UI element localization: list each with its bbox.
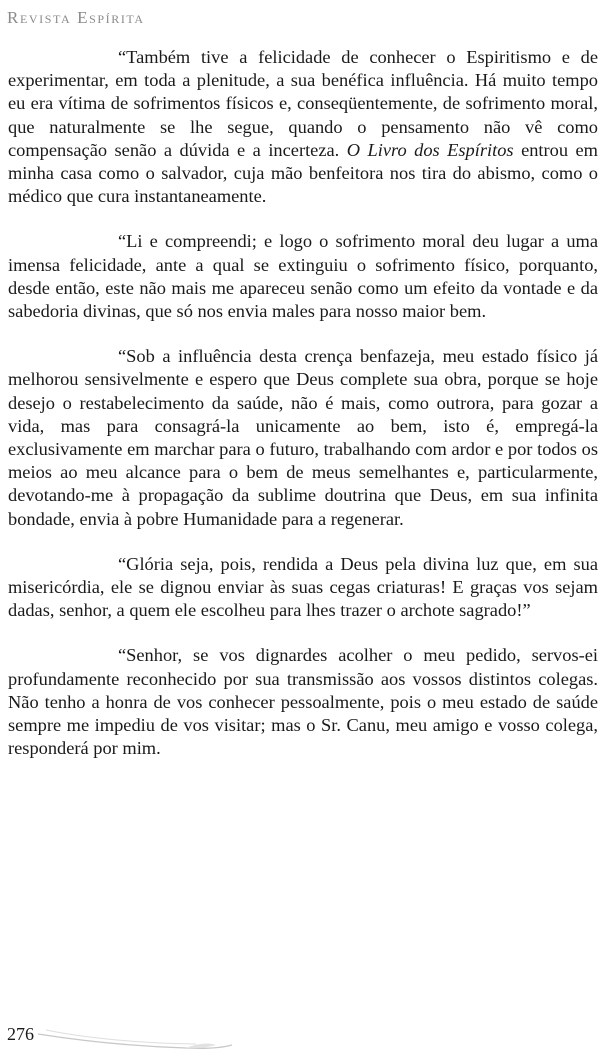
running-header: Revista Espírita [7, 8, 145, 27]
paragraph-5: “Senhor, se vos dignardes acolher o meu pedido, servos-ei profundamente reconhecido por sua transmissão aos vossos distintos colegas. Não tenho a honra de vos conhecer pessoalmente, pois o meu estado de saúde sempre me impediu de vos visitar; mas o Sr. Canu, meu amigo e vosso colega, responderá por mim. [8, 645, 598, 759]
paragraph-1-after: entrou em minha casa como o salvador, cuja mão benfeitora nos tira do abismo, como o médico que cura instantaneamente. [8, 139, 598, 207]
book-title: O Livro dos Espíritos [346, 139, 514, 160]
paragraph-2: “Li e compreendi; e logo o sofrimento moral deu lugar a uma imensa felicidade, ante a qual se extinguiu o sofrimento físico, porquanto, desde então, este não mais me apareceu senão como um efeito da vontade e da sabedoria divinas, que só nos envia males para nosso maior bem. [8, 231, 598, 322]
paragraph-4: “Glória seja, pois, rendida a Deus pela divina luz que, em sua misericórdia, ele se dignou enviar às suas cegas criaturas! E graças vos sejam dadas, senhor, a quem ele escolheu para lhes trazer o archote sagrado!” [8, 553, 598, 621]
page-number: 276 [7, 1024, 34, 1044]
paragraph-3: “Sob a influência desta crença benfazeja, meu estado físico já melhorou sensivelmente e espero que Deus complete sua obra, porque se hoje desejo o restabelecimento da saúde, não é mais, como outrora, para gozar a vida, mas para consagrá-la unicamente ao bem, isto é, empregá-la exclusivamente em marchar para o futuro, trabalhando com ardor e por todos os meios ao meu alcance para o bem de meus semelhantes e, particularmente, devotando-me à propagação da sublime doutrina que Deus, em sua infinita bondade, envia à pobre Humanidade para a regenerar. [8, 346, 598, 529]
paragraph-1 [8, 46, 598, 208]
footer-flourish-ornament [36, 1026, 236, 1052]
paragraph-1-before: “Também tive a felicidade de conhecer o Espiritismo e de experimentar, em toda a plenitude, a sua benéfica influência. Há muito tempo eu era vítima de sofrimentos físicos e, conseqüentemente, de sofrimento moral, que naturalmente se lhe segue, quando o pensamento não vê como compensação senão a dúvida e a incerteza. [8, 47, 598, 160]
page-body [8, 46, 598, 760]
